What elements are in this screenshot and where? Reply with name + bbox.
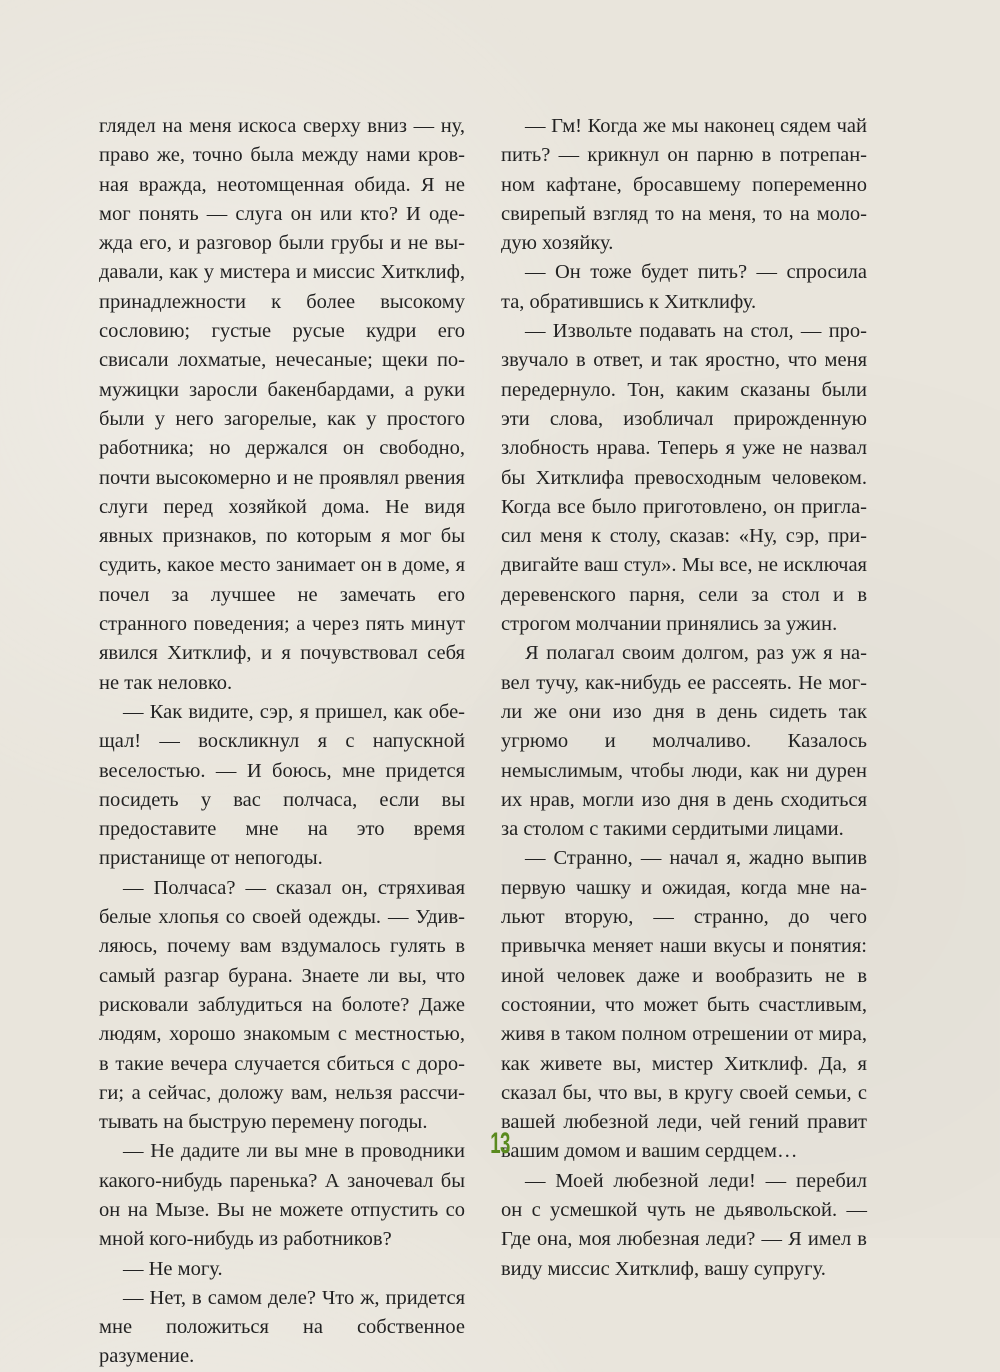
paragraph: — Извольте подавать на стол, — прозвучало в ответ, и так яростно, что меня передернуло. Тон, каким сказаны были эти слова, изобличал прирожденную злобность нрава. Теперь я уже не назвал бы Хитклифа превосходным человеком. Когда все было приготовлено, он пригласил меня к столу, сказав: «Ну, сэр, придвигайте ваш стул». Мы все, не исключая деревенского парня, сели за стол и в строгом молчании принялись за ужин. bbox=[501, 320, 867, 636]
paragraph: — Полчаса? — сказал он, стряхивая белые хлопья со своей одежды. — Удивляюсь, почему вам вздумалось гулять в самый разгар бурана. Знаете ли вы, что рисковали заблудиться на болоте? Даже людям, хорошо знакомым с местностью, в такие вечера случается сбиться с дороги; а сейчас, доложу вам, нельзя рассчитывать на быструю перемену погоды. bbox=[99, 876, 465, 1134]
paragraph: — Не дадите ли вы мне в проводники какого-нибудь паренька? А заночевал бы он на Мызе. Вы не можете отпустить со мной кого-нибудь из работников? bbox=[99, 1140, 465, 1251]
page-number: 13 bbox=[490, 1127, 510, 1160]
paragraph: — Он тоже будет пить? — спросила та, обратившись к Хитклифу. bbox=[501, 261, 867, 313]
paragraph: — Моей любезной леди! — перебил он с усмешкой чуть не дьявольской. — Где она, моя любезная леди? — Я имел в виду миссис Хитклиф, вашу супругу. bbox=[501, 1169, 867, 1280]
paragraph: глядел на меня искоса сверху вниз — ну, право же, точно была между нами кровная вражда, неотомщенная обида. Я не мог понять — слуга он или кто? И одежда его, и разговор были грубы и не выдавали, как у мистера и миссис Хитклиф, принадлежности к более высокому сословию; густые русые кудри его свисали лохматые, нечесаные; щеки по-мужицки заросли бакенбардами, а руки были у него загорелые, как у простого работника; но держался он свободно, почти высокомерно и не проявлял рвения слуги перед хозяйкой дома. Не видя явных признаков, по которым я мог бы судить, какое место занимает он в доме, я почел за лучшее не замечать его странного поведения; а через пять минут явился Хитклиф, и я почувствовал себя не так неловко. bbox=[99, 115, 465, 694]
paragraph: — Не могу. bbox=[123, 1257, 223, 1280]
paragraph: — Странно, — начал я, жадно выпив первую чашку и ожидая, когда мне нальют вторую, — странно, до чего привычка меняет наши вкусы и понятия: иной человек даже и вообразить не в состоянии, что может быть счастливым, живя в таком полном отрешении от мира, как живете вы, мистер Хитклиф. Да, я сказал бы, что вы, в кругу своей семьи, с вашей любезной леди, чей гений правит вашим домом и вашим сердцем… bbox=[501, 847, 867, 1163]
left-text-column bbox=[99, 112, 465, 1372]
paragraph: Я полагал своим долгом, раз уж я навел тучу, как-нибудь ее рассеять. Не могли же они изо дня в день сидеть так угрюмо и молчаливо. Казалось немыслимым, чтобы люди, как ни дурен их нрав, могли изо дня в день сходиться за столом с такими сердитыми лицами. bbox=[501, 642, 867, 841]
paragraph: — Нет, в самом деле? Что ж, придется мне положиться на собственное разумение. bbox=[99, 1286, 465, 1368]
paragraph: — Как видите, сэр, я пришел, как обещал! — воскликнул я с напускной веселостью. — И боюсь, мне придется посидеть у вас полчаса, если вы предоставите мне на это время пристанище от непогоды. bbox=[99, 700, 465, 870]
right-text-column bbox=[501, 112, 867, 1284]
paragraph: — Гм! Когда же мы наконец сядем чай пить? — крикнул он парню в потрепанном кафтане, бросавшему попеременно свирепый взгляд то на меня, то на молодую хозяйку. bbox=[501, 115, 867, 255]
